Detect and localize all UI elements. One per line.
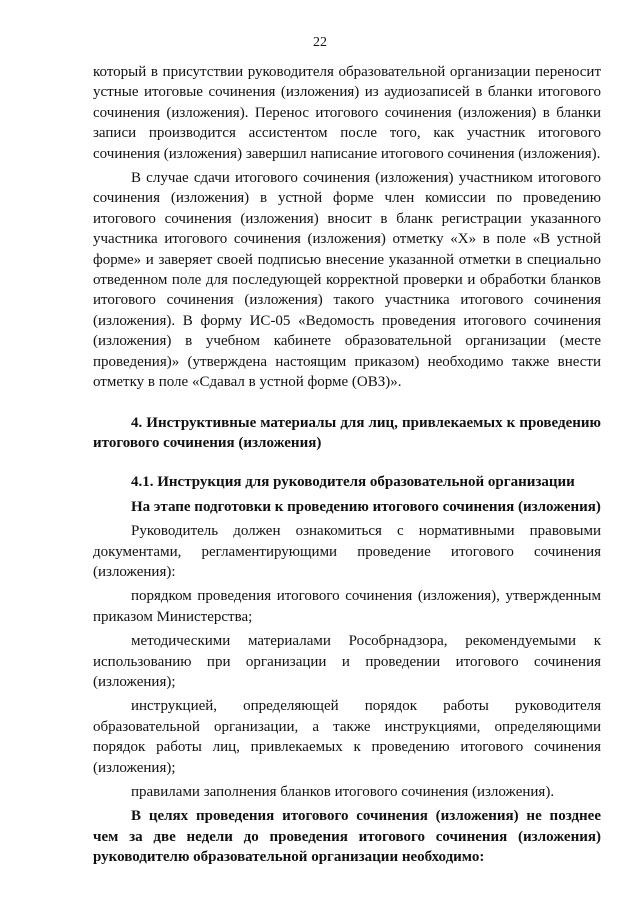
- list-item: инструкцией, определяющей порядок работы руководителя образовательной организации, а также инструкциями, определяющими порядок работы лиц, привлекаемых к проведению итогового сочинения (изложения);: [93, 698, 601, 776]
- paragraph-oral-form: В случае сдачи итогового сочинения (изложения) участником итогового сочинения (изложения) в устной форме член комиссии по проведению итогового сочинения (изложения) вносит в бланк регистрации указанного участника итогового сочинения (изложения) отметку «Х» в поле «В устной форме» и заверяет своей подписью внесение указанной отметки в специально отведенном поле для последующей корректной проверки и обработки бланков итогового сочинения (изложения) такого участника итогового сочинения (изложения). В форму ИС-05 «Ведомость проведения итогового сочинения (изложения) в учебном кабинете образовательной организации (месте проведения)» (утверждена настоящим приказом) необходимо также внести отметку в поле «Сдавал в устной форме (ОВЗ)».: [93, 170, 601, 391]
- paragraph-continuation: который в присутствии руководителя образовательной организации переносит устные итоговые сочинения (изложения) из аудиозаписей в бланки итогового сочинения (изложения). Перенос итогового сочинения (изложения) в бланки записи производится ассистентом после того, как участник итогового сочинения (изложения) завершил написание итогового сочинения (изложения).: [93, 64, 601, 162]
- document-body: [93, 62, 601, 868]
- list-item: правилами заполнения бланков итогового сочинения (изложения).: [131, 784, 555, 800]
- paragraph-bold-deadline: В целях проведения итогового сочинения (изложения) не позднее чем за две недели до проведения итогового сочинения (изложения) руководителю образовательной организации необходимо:: [93, 808, 601, 866]
- stage-heading: На этапе подготовки к проведению итогового сочинения (изложения): [131, 498, 601, 515]
- section-heading: 4. Инструктивные материалы для лиц, привлекаемых к проведению итогового сочинения (изложения): [93, 414, 601, 451]
- subsection-heading: 4.1. Инструкция для руководителя образовательной организации: [131, 474, 575, 491]
- list-item: порядком проведения итогового сочинения (изложения), утвержденным приказом Министерства;: [93, 588, 601, 625]
- list-item: методическими материалами Рособрнадзора, рекомендуемыми к использованию при организации и проведении итогового сочинения (изложения);: [93, 633, 601, 690]
- paragraph-requirements: Руководитель должен ознакомиться с нормативными правовыми документами, регламентирующими проведение итогового сочинения (изложения):: [93, 523, 601, 580]
- page-number: 22: [313, 35, 327, 50]
